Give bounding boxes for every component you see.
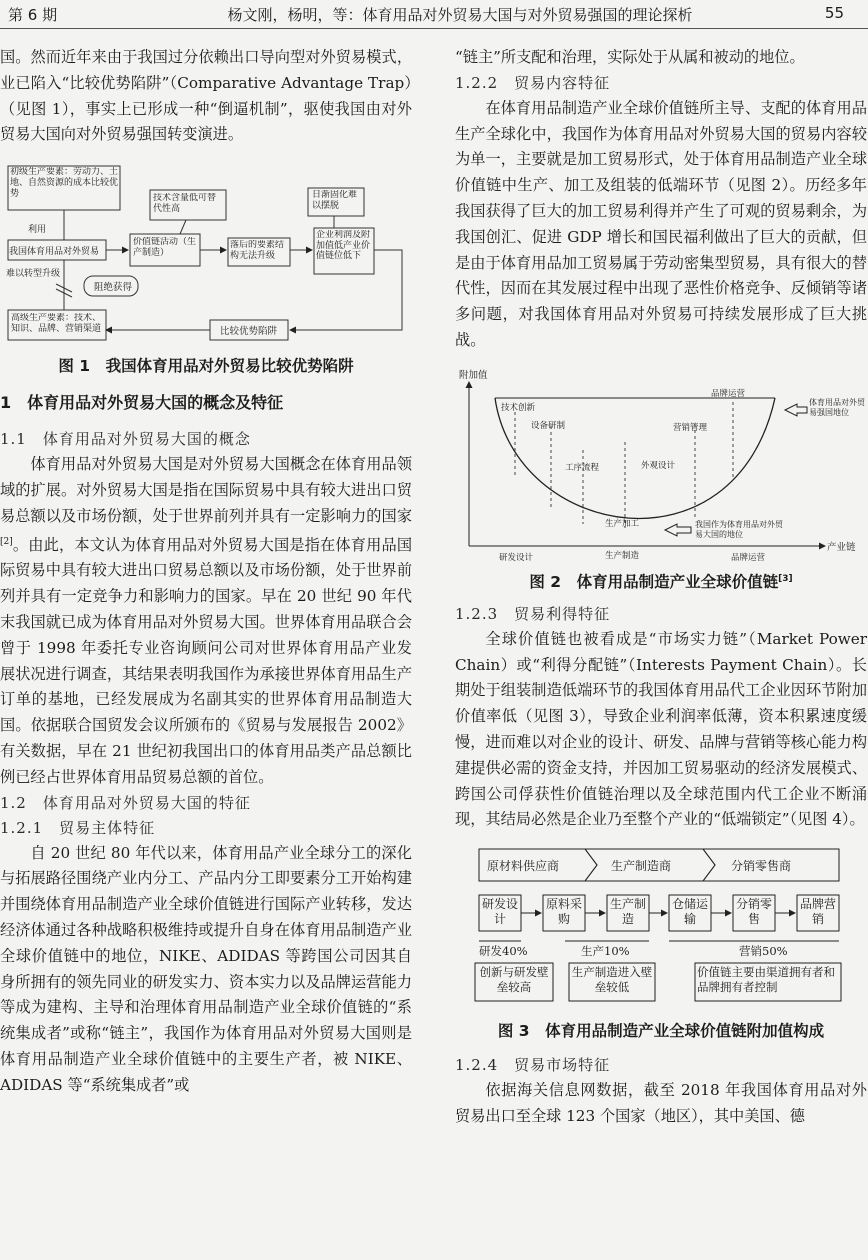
fig1-box-value-chain-text: 价值链活动（生产制造） bbox=[133, 237, 197, 259]
figure-2-caption-text: 图 2 体育用品制造产业全球价值链 bbox=[529, 572, 779, 591]
fig3-step-produce-label: 生产制造 bbox=[609, 897, 646, 927]
paragraph-1-1-text: 体育用品对外贸易大国是对外贸易大国概念在体育用品领域的扩展。对外贸易大国是指在国际贸易中具有较大进出口贸易总额以及市场份额，处于世界前列并具有一定影响力的国家 bbox=[0, 455, 412, 525]
fig1-box-solidified-text: 日渐固化难以摆脱 bbox=[312, 190, 358, 212]
figure-2-caption bbox=[455, 570, 867, 592]
fig2-arrow-strong bbox=[785, 404, 807, 416]
citation-2[interactable]: [2] bbox=[0, 536, 13, 547]
figure-3-caption: 图 3 体育用品制造产业全球价值链附加值构成 bbox=[497, 1022, 825, 1041]
fig3-pct-marketing: 营销50% bbox=[739, 944, 788, 959]
fig1-box-advanced-factors-text: 高级生产要素：技术、知识、品牌、营销渠道 bbox=[11, 313, 102, 335]
running-title: 杨文刚，杨明，等：体育用品对外贸易大国与对外贸易强国的理论探析 bbox=[227, 6, 693, 24]
subsection-1-2-4-heading: 1.2.4 贸易市场特征 bbox=[455, 1056, 611, 1075]
fig3-chain-retail-label: 分销零售商 bbox=[731, 859, 792, 874]
fig2-stage-equipment: 设备研制 bbox=[531, 420, 566, 431]
fig3-note-production-text: 生产制造进入壁垒较低 bbox=[571, 965, 653, 995]
paragraph-1-2-2: 在体育用品制造产业全球价值链所主导、支配的体育用品生产全球化中，我国作为体育用品对外贸易大国的贸易内容较为单一，主要就是加工贸易形式，处于体育用品制造产业全球价值链中生产、加工及组装的低端环节（见图 2）。历经多年我国获得了巨大的加工贸易利得并产生了可观的贸易剩余，为我国创汇、促进 GDP 增长和国民福利做出了巨大的贡献，但是由于体育用品加工贸易属于劳动密集型贸易，具有很大的替代性，因而在其发展过程中出现了恶性价格竞争、反倾销等诸多问题，对我国体育用品对外贸易可持续发展形成了巨大挑战。 bbox=[455, 98, 867, 349]
paragraph-1-1-rest: 。由此，本文认为体育用品对外贸易大国是指在体育用品国际贸易中具有较大进出口贸易总额以及市场份额，处于世界前列并具有一定竞争力和影响力的国家。早在 20 世纪 90 年代末我国就已成为体育用品对外贸易大国。世界体育用品联合会曾于 1998 年委托专业咨询顾问公司对世界体育用品产业发展状况进行调查，其结果表明我国作为承接世界体育用品生产订单的基地，已经发展成为名副其实的世界体育用品制造大国。依据联合国贸发会议所颁布的《贸易与发展报告 2002》有关数据，早在 21 世纪初我国出口的体育用品类产品总额比例已经占世界体育用品贸易总额的首位。 bbox=[0, 535, 412, 786]
section-1-heading: 1 体育用品对外贸易大国的概念及特征 bbox=[0, 393, 284, 413]
fig3-pct-rd: 研发40% bbox=[479, 944, 528, 959]
fig2-annotation-big: 我国作为体育用品对外贸易大国的地位 bbox=[695, 519, 783, 539]
subsection-1-2-heading: 1.2 体育用品对外贸易大国的特征 bbox=[0, 793, 251, 812]
fig3-note-rd-text: 创新与研发壁垒较高 bbox=[479, 965, 549, 995]
right-column bbox=[455, 45, 867, 1130]
subsection-1-2-1-heading: 1.2.1 贸易主体特征 bbox=[0, 818, 156, 837]
figure-3-diagram bbox=[455, 843, 867, 1009]
fig1-box-primary-factors-text: 初级生产要素：劳动力、土地、自然资源的成本比较优势 bbox=[10, 167, 118, 200]
fig1-box-trap-text: 比较优势陷阱 bbox=[220, 326, 278, 338]
fig3-chain-manufacture-label: 生产制造商 bbox=[611, 859, 672, 874]
fig3-pct-production: 生产10% bbox=[581, 944, 630, 959]
fig2-stage-production: 生产加工 bbox=[605, 518, 640, 529]
fig2-y-axis-label: 附加值 bbox=[459, 369, 488, 381]
citation-3[interactable]: [3] bbox=[778, 573, 793, 584]
fig2-segment-brand: 品牌运营 bbox=[731, 552, 766, 563]
paragraph-1-1 bbox=[0, 452, 412, 790]
fig2-stage-brand: 品牌运营 bbox=[711, 388, 746, 399]
fig2-stage-process: 工序流程 bbox=[565, 462, 600, 473]
paragraph-1-2-1: 自 20 世纪 80 年代以来，体育用品产业全球分工的深化与拓展路径围绕产业内分工、产品内分工即要素分工开始构建并围绕体育用品制造产业全球价值链进行国际产业转移，发达经济体通过各种战略积极维持或提升自身在体育用品制造产业全球价值链中的地位，NIKE、ADIDAS 等跨国公司因其自身所拥有的领先同业的研发实力、资本实力以及品牌运营能力等成为建构、主导和治理体育用品制造产业全球价值链的“系统集成者”或称“链主”，我国作为体育用品对外贸易大国则是体育用品制造产业全球价值链中的主要生产者，被 NIKE、ADIDAS 等“系统集成者”或 bbox=[0, 843, 412, 1094]
paragraph-continued: “链主”所支配和治理，实际处于从属和被动的地位。 bbox=[455, 48, 805, 66]
fig2-stage-marketing: 营销管理 bbox=[673, 422, 708, 433]
fig2-annotation-strong: 体育用品对外贸易强国地位 bbox=[809, 397, 865, 417]
subsection-1-2-3-heading: 1.2.3 贸易利得特征 bbox=[455, 604, 611, 623]
left-column bbox=[0, 45, 412, 1099]
fig1-box-trade-label: 我国体育用品对外贸易 bbox=[9, 247, 100, 258]
fig3-note-marketing-text: 价值链主要由渠道拥有者和品牌拥有者控制 bbox=[697, 965, 835, 995]
figure-2-diagram bbox=[455, 368, 867, 564]
fig3-step-logistics-label: 仓储运输 bbox=[671, 897, 708, 927]
fig1-label-use: 利用 bbox=[28, 225, 47, 236]
subsection-1-1-heading: 1.1 体育用品对外贸易大国的概念 bbox=[0, 430, 251, 449]
fig1-box-refuse-text: 阻绝获得 bbox=[94, 282, 133, 294]
paragraph-1-2-4: 依据海关信息网数据，截至 2018 年我国体育用品对外贸易出口至全球 123 个国家（地区），其中美国、德 bbox=[455, 1081, 867, 1125]
fig1-label-hard: 难以转型升级 bbox=[6, 269, 61, 280]
figure-1-caption: 图 1 我国体育用品对外贸易比较优势陷阱 bbox=[58, 357, 354, 376]
fig3-step-rd-label: 研发设计 bbox=[481, 897, 518, 927]
fig3-chain-raw-label: 原材料供应商 bbox=[487, 859, 560, 874]
fig3-step-brand-label: 品牌营销 bbox=[799, 897, 836, 927]
fig2-stage-tech: 技术创新 bbox=[501, 402, 536, 413]
fig2-segment-manufacture: 生产制造 bbox=[605, 550, 640, 561]
fig1-box-profit-text: 企业利润及附加值低产业价值链位低下 bbox=[316, 230, 371, 262]
paragraph-1-2-3: 全球价值链也被看成是“市场实力链”（Market Power Chain）或“利得分配链”（Interests Payment Chain）。长期处于组装制造低端环节的我国体育用品代工企业因环节附加价值率低（见图 3），导致企业利润率低薄，资本积累速度缓慢，进而难以对企业的设计、研发、品牌与营销等核心能力构建提供必需的资金支持，并因加工贸易驱动的经济发展模式、跨国公司俘获性价值链治理以及全球范围内代工企业不断涌现，其结局必然是企业乃至整个产业的“低端锁定”（见图 4）。 bbox=[455, 629, 867, 829]
fig3-step-distribute-label: 分销零售 bbox=[735, 897, 772, 927]
issue-number: 第 6 期 bbox=[8, 6, 58, 24]
fig2-segment-rd: 研发设计 bbox=[499, 552, 534, 563]
fig2-stage-design: 外观设计 bbox=[641, 460, 676, 471]
running-header bbox=[0, 0, 868, 29]
page-number: 55 bbox=[824, 4, 844, 22]
figure-1-diagram bbox=[0, 162, 412, 342]
fig2-arrow-big bbox=[665, 524, 691, 536]
fig1-box-backward-text: 落后的要素结构无法升级 bbox=[230, 240, 285, 262]
fig2-x-axis-label: 产业链 bbox=[827, 541, 856, 553]
subsection-1-2-2-heading: 1.2.2 贸易内容特征 bbox=[455, 73, 611, 92]
fig1-box-tech-text: 技术含量低可替代性高 bbox=[153, 193, 217, 215]
fig3-step-procure-label: 原料采购 bbox=[545, 897, 582, 927]
paragraph-intro: 国。然而近年来由于我国过分依赖出口导向型对外贸易模式，业已陷入“比较优势陷阱”（Comparative Advantage Trap）（见图 1），事实上已形成一种“倒逼机制”，驱使我国由对外贸易大国向对外贸易强国转变演进。 bbox=[0, 48, 412, 144]
